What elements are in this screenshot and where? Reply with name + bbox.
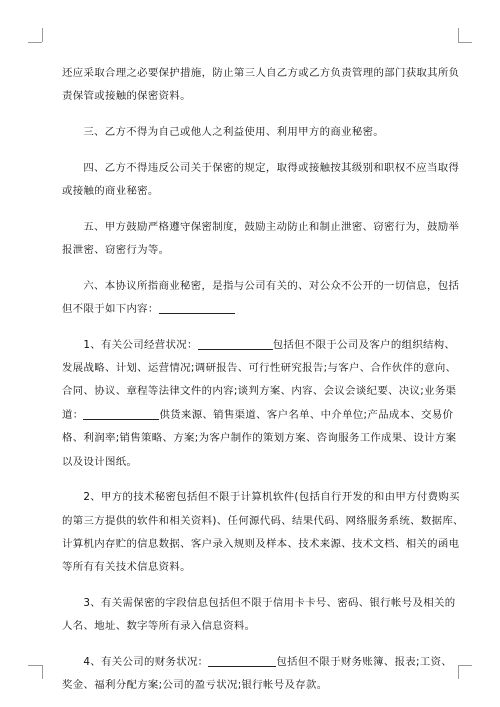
text-line: 以及设计图纸。	[62, 455, 138, 468]
paragraph-continuation	[62, 62, 460, 109]
item-1-business-status	[62, 334, 457, 474]
document-body	[62, 62, 464, 698]
text-segment: 包括但不限于公司及客户的组织结构、	[272, 338, 456, 351]
text-line: 人名、地址、数字等所有录入信息资料。	[62, 620, 256, 633]
text-line	[62, 651, 453, 674]
text-line: 还应采取合理之必要保护措施，防止第三人自乙方或乙方负责管理的部门获取其所负	[62, 67, 460, 79]
crop-mark-bottom-left-v	[42, 665, 43, 679]
text-segment: 供货来源、销售渠道、客户名单、中介单位;产品成本、交易价	[159, 408, 454, 421]
text-line: 计算机内存贮的信息数据、客户录入规则及样本、技术来源、技术文档、相关的函电	[62, 538, 460, 551]
crop-mark-top-left-h	[28, 42, 42, 43]
text-line: 等所有有关技术信息资料。	[62, 561, 191, 574]
crop-mark-top-right-v	[458, 28, 459, 42]
crop-mark-bottom-right-h	[458, 665, 472, 666]
text-segment: 包括但不限于财务账簿、报表;工资、	[276, 656, 453, 669]
crop-mark-bottom-right-v	[458, 665, 459, 679]
text-segment: 4、有关公司的财务状况：	[83, 656, 209, 669]
crop-mark-top-right-h	[458, 42, 472, 43]
clause-3	[62, 121, 442, 144]
text-line: 3、有关需保密的字段信息包括但不限于信用卡卡号、密码、银行帐号及相关的	[83, 597, 456, 610]
clause-6	[62, 275, 460, 322]
text-segment: 但不限于如下内容：	[62, 303, 159, 315]
text-line	[62, 404, 454, 427]
text-line: 2、甲方的技术秘密包括但不限于计算机软件(包括自行开发的和由甲方付费购买	[83, 491, 460, 504]
item-3-field-information	[62, 592, 456, 639]
text-line: 奖金、福利分配方案;公司的盈亏状况;银行帐号及存款。	[62, 679, 328, 692]
text-line: 发展战略、计划、运营情况;调研报告、可行性研究报告;与客户、合作伙伴的意向、	[62, 362, 457, 374]
item-2-technical-secrets	[62, 486, 464, 580]
text-line: 四、乙方不得违反公司关于保密的规定，取得或接触按其级别和职权不应当取得	[83, 161, 460, 174]
text-line: 报泄密、窃密行为等。	[62, 244, 170, 256]
text-line: 六、本协议所指商业秘密，是指与公司有关的、对公众不公开的一切信息，包括	[83, 279, 460, 292]
text-line: 或接触的商业秘密。	[62, 185, 159, 197]
fill-in-blank	[198, 337, 273, 350]
text-line: 格、利润率;销售策略、方案;为客户制作的策划方案、咨询服务工作成果、设计方案	[62, 432, 457, 445]
text-segment: 1、有关公司经营状况：	[83, 338, 198, 351]
text-segment: 道：	[62, 408, 84, 421]
fill-in-blank	[159, 301, 235, 314]
item-4-financial-status	[62, 651, 453, 698]
text-line	[62, 334, 456, 357]
text-line: 的第三方提供的软件和相关资料)、任何源代码、结果代码、网络服务系统、数据库、	[62, 514, 464, 527]
text-line: 责保管或接触的保密资料。	[62, 90, 191, 103]
text-line: 三、乙方不得为自己或他人之利益使用、利用甲方的商业秘密。	[83, 126, 385, 138]
crop-mark-top-left-v	[42, 28, 43, 42]
clause-4	[62, 157, 460, 204]
text-line	[62, 298, 442, 321]
clause-5	[62, 216, 460, 263]
fill-in-blank	[83, 407, 159, 420]
fill-in-blank	[208, 654, 276, 667]
crop-mark-bottom-left-h	[28, 665, 42, 666]
text-line: 合同、协议、章程等法律文件的内容;谈判方案、内容、会议会谈纪要、决议;业务渠	[62, 385, 457, 398]
text-line: 五、甲方鼓励严格遵守保密制度，鼓励主动防止和制止泄密、窃密行为，鼓励举	[83, 220, 460, 233]
